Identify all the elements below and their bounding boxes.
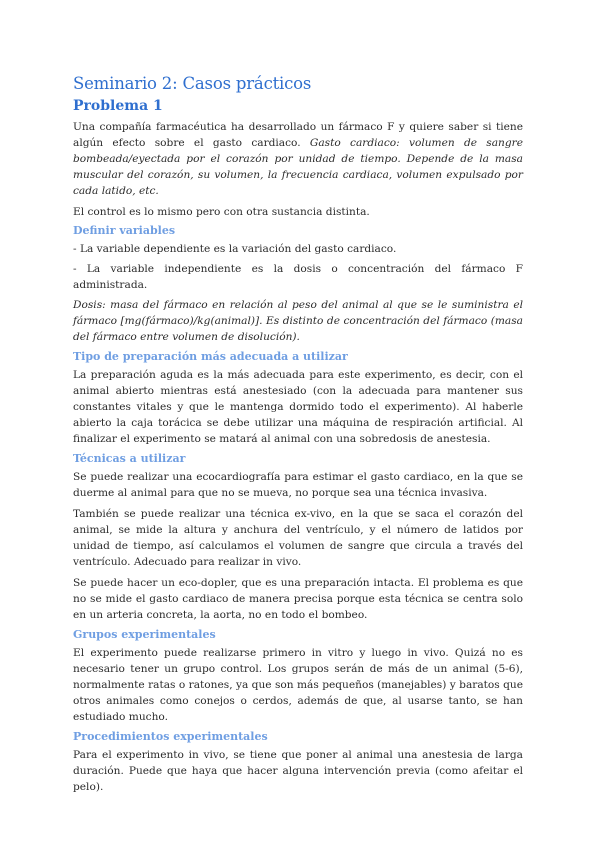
section-heading-preparation: Tipo de preparación más adecuada a utilizar [73,350,348,363]
section-heading-variables: Definir variables [73,224,176,237]
section-heading-groups: Grupos experimentales [73,628,216,641]
section-heading-techniques: Técnicas a utilizar [73,452,186,465]
intro-paragraph [73,119,523,199]
control-paragraph: El control es lo mismo pero con otra sustancia distinta. [73,206,370,218]
preparation-paragraph: La preparación aguda es la más adecuada para este experimento, es decir, con el animal abierto mientras está anestesiado (con la adecuada para mantener sus constantes vitales y que le mantenga dormido todo el experimento). Al haberle abierto la caja torácica se debe utilizar una máquina de respiración artificial. Al finalizar el experimento se matará al animal con una sobredosis de anestesia. [73,369,523,445]
dose-note [73,297,523,345]
independent-variable: - La variable independiente es la dosis o concentración del fármaco F administrada. [73,263,523,291]
groups-paragraph: El experimento puede realizarse primero in vitro y luego in vivo. Quizá no es necesario tener un grupo control. Los grupos serán de más de un animal (5-6), normalmente ratas o ratones, ya que son más pequeños (manejables) y baratos que otros animales como conejos o cerdos, además de que, al usarse tanto, se han estudiado mucho. [73,647,523,723]
techniques-paragraph-2: También se puede realizar una técnica ex-vivo, en la que se saca el corazón del animal, se mide la altura y anchura del ventrículo, y el número de latidos por unidad de tiempo, así calculamos el volumen de sangre que circula a través del ventrículo. Adecuado para realizar in vivo. [73,508,523,568]
dose-note-text: Dosis: masa del fármaco en relación al peso del animal al que se le suministra el fármaco [mg(fármaco)/kg(animal)]. Es distinto de concentración del fármaco (masa del fármaco entre volumen de disolución). [73,299,523,343]
page-title: Seminario 2: Casos prácticos [73,74,312,93]
section-heading-procedures: Procedimientos experimentales [73,730,268,743]
techniques-paragraph-3: Se puede hacer un eco-dopler, que es una preparación intacta. El problema es que no se mide el gasto cardiaco de manera precisa porque esta técnica se centra solo en un arteria concreta, la aorta, no en todo el bombeo. [73,577,523,621]
document-content [73,74,523,800]
procedures-paragraph: Para el experimento in vivo, se tiene que poner al animal una anestesia de larga duración. Puede que haya que hacer alguna intervención previa (como afeitar el pelo). [73,749,523,793]
intro-text: Una compañía farmacéutica ha desarrollado un fármaco F y quiere saber si tiene algún efecto sobre el gasto cardiaco. [73,121,523,149]
problem-heading: Problema 1 [73,98,163,114]
dependent-variable: - La variable dependiente es la variación del gasto cardiaco. [73,243,397,255]
intro-definition: Gasto cardiaco: volumen de sangre bombeada/eyectada por el corazón por unidad de tiempo. Depende de la masa muscular del corazón, su volumen, la frecuencia cardiaca, volumen expulsado por cada latido, etc. [73,137,523,197]
techniques-paragraph-1: Se puede realizar una ecocardiografía para estimar el gasto cardiaco, en la que se duerme al animal para que no se mueva, no porque sea una técnica invasiva. [73,471,523,499]
